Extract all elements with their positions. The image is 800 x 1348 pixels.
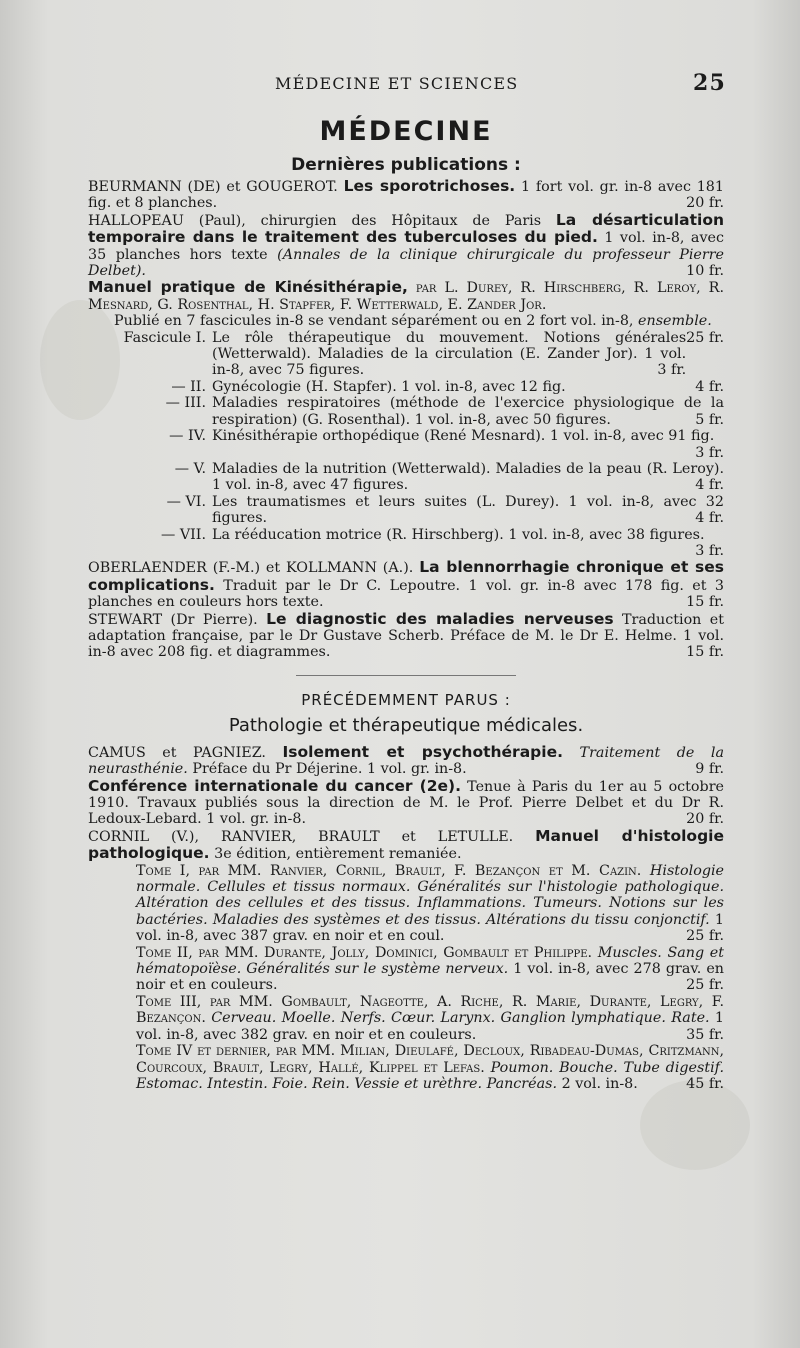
page-number: 25	[692, 70, 726, 96]
entry-details: Publié en 7 fascicules in-8 se vendant séparément ou en 2 fort vol. in-8,	[114, 313, 634, 330]
fascicule-row	[88, 428, 724, 461]
entry-details: Traduction et adaptation française, par le Dr Gustave Scherb. Préface de M. le Dr E. Helme. 1 vol. in-8 avec 208 fig. et diagrammes.	[88, 611, 724, 661]
fascicule-title: La rééducation motrice	[212, 526, 382, 543]
section-title: MÉDECINE	[319, 116, 493, 147]
fascicule-label: — VII.	[160, 526, 206, 543]
fascicule-price: 4 fr.	[695, 378, 724, 395]
fascicule-price: 3 fr.	[695, 542, 724, 559]
entry-price: 20 fr.	[686, 811, 724, 828]
fascicule-label: — III.	[165, 395, 206, 412]
fascicule-details: (L. Durey). 1 vol. in-8, avec 32 figures.	[212, 493, 724, 527]
entry-note: ensemble.	[638, 313, 712, 330]
fascicule-row	[88, 330, 686, 379]
entry-details: 1 vol. in-8, avec 35 planches hors texte	[88, 230, 724, 263]
entry-author: HALLOPEAU (Paul), chirurgien des Hôpitaux de Paris	[88, 212, 542, 229]
entry	[88, 611, 724, 661]
fascicule-label: — V.	[174, 460, 206, 477]
entry-title: La désarticulation temporaire dans le traitement des tuberculoses du pied.	[88, 210, 724, 247]
entry-title: Manuel pratique de Kinésithérapie,	[88, 278, 408, 297]
entry-details: par L. Durey, R. Hirschberg, R. Leroy, R. Mesnard, G. Rosenthal, H. Stapfer, F. Wetterwald, E. Zander Jor.	[88, 280, 724, 313]
fascicule-details: (R. Hirschberg). 1 vol. in-8, avec 38 figures.	[386, 526, 705, 543]
entry	[88, 212, 724, 280]
tome-entry	[88, 863, 724, 945]
entry-price: 15 fr.	[686, 644, 724, 661]
fascicule-title: Maladies de la nutrition	[212, 460, 387, 477]
entry-title: Conférence internationale du cancer (2e).	[88, 776, 461, 795]
fascicule-row	[88, 379, 724, 395]
fascicule-details: (Wetterwald).	[212, 346, 311, 363]
tome-authors: Tome II, par MM. Durante, Jolly, Dominici, Gombault et Philippe.	[136, 944, 593, 961]
tome-price: 25 fr.	[686, 928, 724, 945]
entry-details: Préface du Pr Déjerine. 1 vol. gr. in-8.	[192, 761, 467, 778]
entry-title: Le diagnostic des maladies nerveuses	[266, 609, 614, 628]
tome-details: 1 vol. in-8, avec 382 grav. en noir et en couleurs.	[136, 1010, 725, 1043]
fascicule-label: — IV.	[169, 428, 206, 445]
entry-details: 3e édition, entièrement remaniée.	[214, 846, 462, 863]
paper-stain	[640, 1080, 750, 1170]
fascicule-details: (R. Leroy). 1 vol. in-8, avec 47 figures.	[212, 460, 725, 494]
fascicule-price: 4 fr.	[695, 510, 724, 527]
running-head	[90, 70, 726, 96]
entry	[88, 778, 724, 828]
tome-details: 2 vol. in-8.	[561, 1075, 638, 1092]
entry-author: CAMUS et PAGNIEZ.	[88, 744, 266, 761]
tome-contents: Muscles. Sang et hématopoïèse. Généralités sur le système nerveux.	[136, 944, 724, 978]
entry-title: Manuel d'histologie pathologique.	[88, 826, 725, 863]
entry-price: 15 fr.	[686, 594, 724, 611]
fascicule-details: (E. Zander Jor). 1 vol. in-8, avec 75 figures.	[212, 346, 687, 379]
fascicule-title: Kinésithérapie orthopédique	[212, 428, 420, 445]
fascicule-label: Fascicule I.	[123, 329, 206, 346]
fascicule-price: 5 fr.	[695, 411, 724, 428]
tome-price: 25 fr.	[686, 977, 724, 994]
fascicule-row	[88, 461, 724, 494]
subtitle-recent: Dernières publications :	[291, 155, 521, 175]
tome-details: 1 vol. in-8, avec 278 grav. en noir et en couleurs.	[136, 961, 724, 994]
entry	[88, 559, 724, 610]
tome-authors: Tome III, par MM. Gombault, Nageotte, A. Riche, R. Marie, Durante, Legry, F. Bezançon.	[136, 993, 724, 1027]
entry-details: Traduit par le Dr C. Lepoutre. 1 vol. gr. in-8 avec 178 fig. et 3 planches en couleurs hors texte.	[88, 577, 724, 611]
fascicule-price: 4 fr.	[695, 477, 724, 494]
fascicule-title: Maladies de la circulation	[317, 346, 513, 363]
tome-price: 35 fr.	[686, 1026, 724, 1043]
fascicule-label: — VI.	[166, 493, 206, 510]
entry-author: STEWART (Dr Pierre).	[88, 611, 258, 628]
entry-price: 25 fr.	[686, 329, 724, 346]
entry-price: 10 fr.	[686, 263, 724, 280]
fascicule-details: (René Mesnard). 1 vol. in-8, avec 91 fig.	[424, 428, 715, 445]
entry	[88, 279, 724, 313]
fascicule-title: Gynécologie	[212, 378, 302, 395]
tome-entry	[88, 945, 724, 994]
entry-title: Isolement et psychothérapie.	[282, 742, 563, 761]
fascicule-row	[88, 494, 724, 527]
fascicule-row	[88, 527, 724, 560]
fascicule-title: Les traumatismes et leurs suites	[212, 493, 467, 510]
tome-entry	[88, 994, 724, 1043]
text-column	[88, 112, 724, 1092]
subtitle-pathology: Pathologie et thérapeutique médicales.	[228, 714, 584, 736]
fascicule-price: 3 fr.	[657, 362, 687, 379]
entry-note: Traitement de la neurasthénie.	[88, 744, 725, 778]
entry-author: CORNIL (V.), RANVIER, BRAULT et LETULLE.	[88, 828, 514, 845]
fascicule-details: (G. Rosenthal). 1 vol. in-8, avec 50 figures.	[301, 411, 611, 428]
entry-title: Les sporotrichoses.	[343, 177, 516, 195]
running-head-title: MÉDECINE ET SCIENCES	[275, 74, 519, 93]
entry-note: (Annales de la clinique chirurgicale du professeur Pierre Delbet).	[88, 246, 725, 280]
entry	[88, 744, 724, 778]
entry-price: 9 fr.	[695, 761, 724, 778]
fascicule-details: (Wetterwald).	[391, 460, 491, 477]
tome-contents: Cerveau. Moelle. Nerfs. Cœur. Larynx. Ganglion lymphatique. Rate.	[211, 1010, 710, 1027]
entry-title: La blennorrhagie chronique et ses complications.	[88, 558, 725, 594]
tome-entry	[88, 1043, 724, 1092]
subtitle-previous: PRÉCÉDEMMENT PARUS :	[301, 690, 511, 709]
fascicule-title: Le rôle thérapeutique du mouvement. Notions générales	[212, 329, 687, 346]
fascicule-label: — II.	[171, 378, 206, 395]
tome-price: 45 fr.	[686, 1075, 724, 1092]
tome-authors: Tome I, par MM. Ranvier, Cornil, Brault, F. Bezançon et M. Cazin.	[136, 862, 642, 879]
entry-details: 1 fort vol. gr. in-8 avec 181 fig. et 8 planches.	[88, 179, 725, 212]
tome-contents: Poumon. Bouche. Tube digestif. Estomac. Intestin. Foie. Rein. Vessie et urèthre. Pancréas.	[136, 1059, 724, 1092]
fascicule-details: (H. Stapfer). 1 vol. in-8, avec 12 fig.	[305, 378, 566, 395]
entry	[88, 828, 724, 863]
tome-details: 1 vol. in-8, avec 387 grav. en noir et en coul.	[136, 911, 725, 945]
entry-author: BEURMANN (DE) et GOUGEROT.	[88, 179, 338, 195]
tome-contents: Histologie normale. Cellules et tissus normaux. Généralités sur l'histologie pathologique. Altération des cellules et des tissus. Inflammations. Tumeurs. Notions sur les bactéries. Maladies des systèmes et des tissus. Altérations du tissu conjonctif.	[136, 862, 725, 928]
fascicule-title: Maladies respiratoires (méthode de l'exercice physiologique de la respiration)	[212, 395, 724, 428]
section-divider	[296, 675, 516, 676]
tome-authors: Tome IV et dernier, par MM. Milian, Dieulafé, Decloux, Ribadeau-Dumas, Critzmann, Courcoux, Brault, Legry, Hallé, Klippel et Lefas.	[136, 1043, 724, 1076]
fascicule-title: Maladies de la peau	[495, 460, 642, 477]
entry-details: Tenue à Paris du 1er au 5 octobre 1910. Travaux publiés sous la direction de M. le Prof. Pierre Delbet et du Dr R. Ledoux-Lebard. 1 vol. gr. in-8.	[88, 778, 724, 828]
entry-price: 20 fr.	[686, 195, 724, 212]
entry	[88, 178, 724, 212]
fascicule-price: 3 fr.	[695, 444, 724, 461]
fascicule-row	[88, 395, 724, 428]
entry-author: OBERLAENDER (F.-M.) et KOLLMANN (A.).	[88, 560, 414, 577]
